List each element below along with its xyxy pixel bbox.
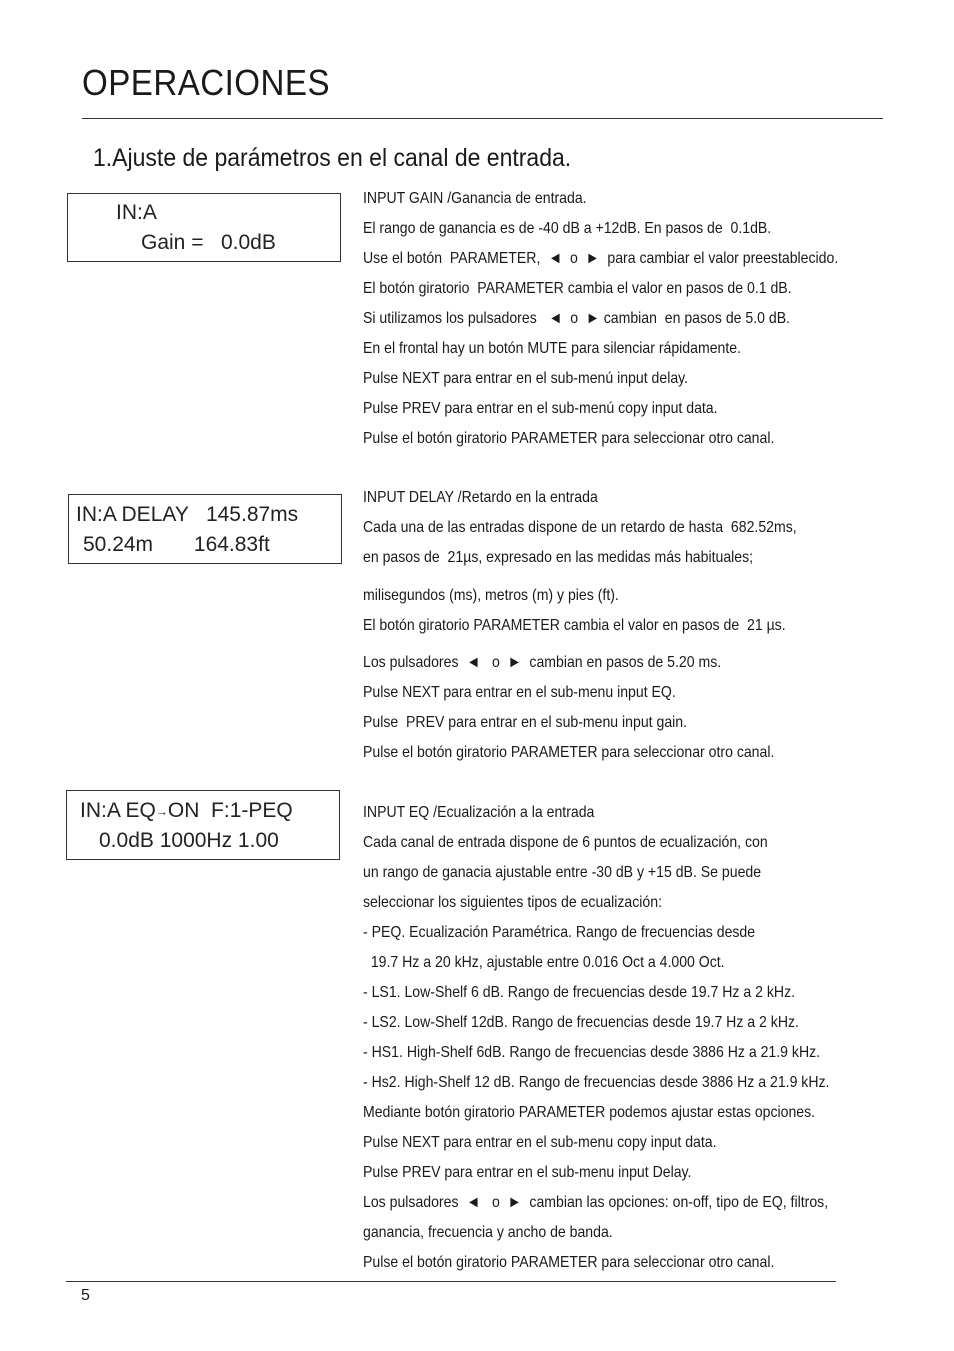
text-line: Pulse el botón giratorio PARAMETER para seleccionar otro canal. bbox=[363, 1254, 775, 1271]
lcd-gain-line-1: IN:A bbox=[116, 201, 157, 224]
text-line: Pulse PREV para entrar en el sub-menu input gain. bbox=[363, 714, 688, 731]
lcd-eq-line-1 bbox=[80, 799, 293, 823]
lcd-display-gain bbox=[67, 193, 341, 262]
text-line: 19.7 Hz a 20 kHz, ajustable entre 0.016 Oct a 4.000 Oct. bbox=[363, 954, 725, 971]
text-line: Cada canal de entrada dispone de 6 puntos de ecualización, con bbox=[363, 834, 768, 851]
page-number: 5 bbox=[81, 1287, 90, 1304]
text-line: Pulse NEXT para entrar en el sub-menu copy input data. bbox=[363, 1134, 717, 1151]
right-arrow-icon: → bbox=[155, 804, 168, 819]
page-title: OPERACIONES bbox=[82, 62, 330, 103]
text-line: Los pulsadores ◄ o ► cambian las opciones: on-off, tipo de EQ, filtros, bbox=[363, 1194, 829, 1211]
lcd-delay-line-1: IN:A DELAY 145.87ms bbox=[76, 503, 299, 526]
text-line: Pulse NEXT para entrar en el sub-menú input delay. bbox=[363, 370, 689, 387]
text-line: El botón giratorio PARAMETER cambia el valor en pasos de 0.1 dB. bbox=[363, 280, 792, 297]
text-line: Pulse el botón giratorio PARAMETER para seleccionar otro canal. bbox=[363, 744, 775, 761]
text-line: Los pulsadores ◄ o ► cambian en pasos de 5.20 ms. bbox=[363, 654, 722, 671]
section-heading: 1.Ajuste de parámetros en el canal de entrada. bbox=[93, 144, 572, 172]
title-divider bbox=[82, 118, 883, 119]
text-line: Pulse PREV para entrar en el sub-menú copy input data. bbox=[363, 400, 718, 417]
text-line: INPUT EQ /Ecualización a la entrada bbox=[363, 804, 595, 821]
text-line: En el frontal hay un botón MUTE para silenciar rápidamente. bbox=[363, 340, 742, 357]
lcd-display-eq bbox=[66, 790, 340, 860]
text-line: Pulse el botón giratorio PARAMETER para seleccionar otro canal. bbox=[363, 430, 775, 447]
text-line: - HS1. High-Shelf 6dB. Rango de frecuencias desde 3886 Hz a 21.9 kHz. bbox=[363, 1044, 821, 1061]
text-line: - Hs2. High-Shelf 12 dB. Rango de frecuencias desde 3886 Hz a 21.9 kHz. bbox=[363, 1074, 830, 1091]
text-line: Pulse NEXT para entrar en el sub-menu input EQ. bbox=[363, 684, 676, 701]
text-line: Mediante botón giratorio PARAMETER podemos ajustar estas opciones. bbox=[363, 1104, 816, 1121]
lcd-gain-line-2: Gain = 0.0dB bbox=[141, 231, 276, 254]
text-line: - LS2. Low-Shelf 12dB. Rango de frecuencias desde 19.7 Hz a 2 kHz. bbox=[363, 1014, 799, 1031]
text-line: - LS1. Low-Shelf 6 dB. Rango de frecuencias desde 19.7 Hz a 2 kHz. bbox=[363, 984, 796, 1001]
lcd-eq-line-1-b: ON F:1-PEQ bbox=[167, 799, 293, 822]
text-line: Si utilizamos los pulsadores ◄ o ► cambian en pasos de 5.0 dB. bbox=[363, 310, 791, 327]
lcd-eq-line-1-a: IN:A EQ bbox=[80, 799, 156, 822]
lcd-delay-line-2: 50.24m 164.83ft bbox=[83, 533, 270, 556]
text-line: INPUT DELAY /Retardo en la entrada bbox=[363, 489, 598, 506]
text-line: Use el botón PARAMETER, ◄ o ► para cambiar el valor preestablecido. bbox=[363, 250, 839, 267]
lcd-display-delay bbox=[68, 494, 342, 564]
footer-divider bbox=[66, 1281, 836, 1282]
text-line: Pulse PREV para entrar en el sub-menu input Delay. bbox=[363, 1164, 692, 1181]
text-line: ganancia, frecuencia y ancho de banda. bbox=[363, 1224, 613, 1241]
lcd-eq-line-2: 0.0dB 1000Hz 1.00 bbox=[99, 829, 279, 852]
text-line: El rango de ganancia es de -40 dB a +12dB. En pasos de 0.1dB. bbox=[363, 220, 772, 237]
text-line: Cada una de las entradas dispone de un retardo de hasta 682.52ms, bbox=[363, 519, 797, 536]
text-line: - PEQ. Ecualización Paramétrica. Rango de frecuencias desde bbox=[363, 924, 756, 941]
text-line: El botón giratorio PARAMETER cambia el valor en pasos de 21 µs. bbox=[363, 617, 786, 634]
text-line: en pasos de 21µs, expresado en las medidas más habituales; bbox=[363, 549, 754, 566]
text-line: INPUT GAIN /Ganancia de entrada. bbox=[363, 190, 587, 207]
text-line: un rango de ganacia ajustable entre -30 dB y +15 dB. Se puede bbox=[363, 864, 762, 881]
text-line: seleccionar los siguientes tipos de ecualización: bbox=[363, 894, 662, 911]
text-line: milisegundos (ms), metros (m) y pies (ft). bbox=[363, 587, 619, 604]
